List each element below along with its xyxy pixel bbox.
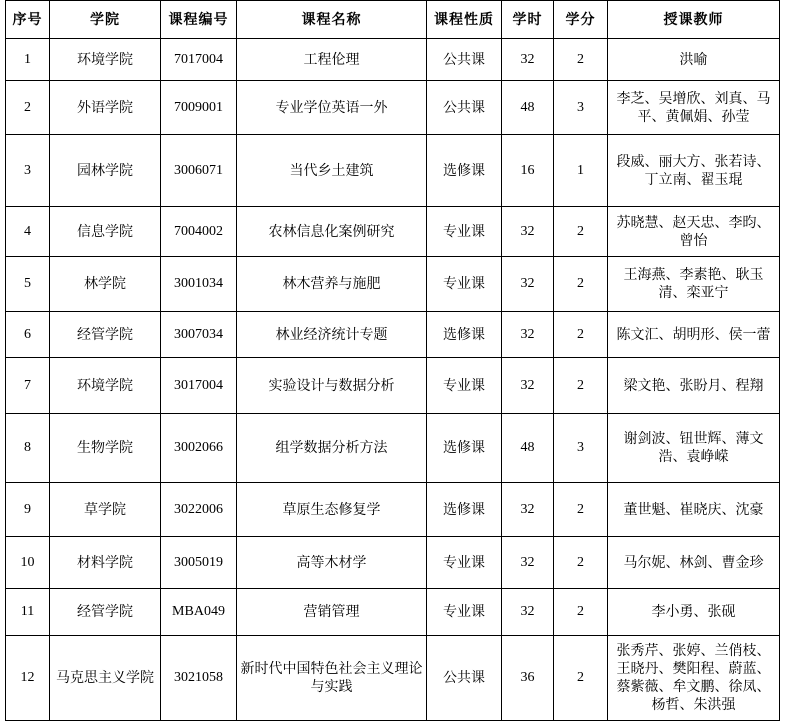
row-course-name: 实验设计与数据分析 [237,358,427,414]
row-credits: 2 [554,589,608,636]
row-course-name: 工程伦理 [237,39,427,81]
row-course-name: 组学数据分析方法 [237,414,427,483]
row-teachers: 张秀芹、张婷、兰俏枝、王晓丹、樊阳程、蔚蓝、蔡紫薇、牟文鹏、徐凤、杨哲、朱洪强 [608,636,780,721]
row-course-code: 7017004 [161,39,237,81]
row-college: 园林学院 [50,135,161,207]
row-course-name: 农林信息化案例研究 [237,207,427,257]
row-course-type: 选修课 [427,312,502,358]
row-college: 环境学院 [50,358,161,414]
row-hours: 32 [502,589,554,636]
header-college: 学院 [50,1,161,39]
row-course-name: 专业学位英语一外 [237,81,427,135]
table-row [6,483,780,537]
row-credits: 3 [554,414,608,483]
row-index: 2 [6,81,50,135]
row-college: 外语学院 [50,81,161,135]
row-teachers: 梁文艳、张盼月、程翔 [608,358,780,414]
row-teachers: 苏晓慧、赵天忠、李昀、曾怡 [608,207,780,257]
row-course-name: 草原生态修复学 [237,483,427,537]
row-course-code: MBA049 [161,589,237,636]
course-table [5,0,780,721]
row-index: 4 [6,207,50,257]
row-credits: 2 [554,257,608,312]
row-credits: 2 [554,312,608,358]
row-credits: 2 [554,537,608,589]
row-course-code: 3021058 [161,636,237,721]
row-teachers: 董世魁、崔晓庆、沈豪 [608,483,780,537]
row-hours: 32 [502,358,554,414]
row-teachers: 马尔妮、林剑、曹金珍 [608,537,780,589]
row-course-name: 营销管理 [237,589,427,636]
row-credits: 2 [554,207,608,257]
header-course-type: 课程性质 [427,1,502,39]
row-course-type: 选修课 [427,135,502,207]
table-row [6,589,780,636]
table-row [6,81,780,135]
row-course-code: 7004002 [161,207,237,257]
row-hours: 48 [502,81,554,135]
row-course-type: 公共课 [427,39,502,81]
row-teachers: 王海燕、李素艳、耿玉清、栾亚宁 [608,257,780,312]
row-college: 经管学院 [50,312,161,358]
row-index: 11 [6,589,50,636]
row-hours: 32 [502,257,554,312]
row-course-code: 3001034 [161,257,237,312]
row-course-type: 选修课 [427,414,502,483]
header-hours: 学时 [502,1,554,39]
row-credits: 3 [554,81,608,135]
row-credits: 2 [554,39,608,81]
header-row [6,1,780,39]
row-index: 6 [6,312,50,358]
row-teachers: 洪喻 [608,39,780,81]
row-index: 10 [6,537,50,589]
row-college: 林学院 [50,257,161,312]
header-teachers: 授课教师 [608,1,780,39]
row-teachers: 李芝、吴增欣、刘真、马平、黄佩娟、孙莹 [608,81,780,135]
row-course-code: 3002066 [161,414,237,483]
row-course-code: 7009001 [161,81,237,135]
row-college: 经管学院 [50,589,161,636]
row-course-code: 3007034 [161,312,237,358]
row-index: 9 [6,483,50,537]
table-row [6,537,780,589]
row-course-type: 公共课 [427,81,502,135]
row-index: 1 [6,39,50,81]
row-credits: 2 [554,483,608,537]
row-credits: 1 [554,135,608,207]
table-row [6,358,780,414]
row-hours: 32 [502,39,554,81]
row-hours: 32 [502,312,554,358]
row-college: 马克思主义学院 [50,636,161,721]
row-hours: 36 [502,636,554,721]
row-college: 材料学院 [50,537,161,589]
header-course-code: 课程编号 [161,1,237,39]
table-row [6,207,780,257]
table-row [6,414,780,483]
row-college: 草学院 [50,483,161,537]
row-college: 信息学院 [50,207,161,257]
row-course-type: 专业课 [427,257,502,312]
row-teachers: 李小勇、张砚 [608,589,780,636]
table-row [6,135,780,207]
header-credits: 学分 [554,1,608,39]
row-index: 7 [6,358,50,414]
row-course-code: 3017004 [161,358,237,414]
row-hours: 16 [502,135,554,207]
row-course-name: 林业经济统计专题 [237,312,427,358]
table-row [6,39,780,81]
row-course-type: 专业课 [427,207,502,257]
row-course-name: 林木营养与施肥 [237,257,427,312]
row-course-code: 3022006 [161,483,237,537]
row-course-type: 专业课 [427,537,502,589]
row-hours: 32 [502,537,554,589]
row-course-type: 选修课 [427,483,502,537]
row-credits: 2 [554,358,608,414]
row-course-code: 3005019 [161,537,237,589]
table-row [6,257,780,312]
row-hours: 32 [502,483,554,537]
row-hours: 32 [502,207,554,257]
table-row [6,636,780,721]
row-index: 3 [6,135,50,207]
row-teachers: 陈文汇、胡明形、侯一蕾 [608,312,780,358]
row-teachers: 谢剑波、钮世辉、薄文浩、袁峥嵘 [608,414,780,483]
row-course-name: 新时代中国特色社会主义理论与实践 [237,636,427,721]
header-index: 序号 [6,1,50,39]
row-course-name: 当代乡土建筑 [237,135,427,207]
row-hours: 48 [502,414,554,483]
row-course-type: 专业课 [427,589,502,636]
row-credits: 2 [554,636,608,721]
header-course-name: 课程名称 [237,1,427,39]
row-index: 12 [6,636,50,721]
row-teachers: 段威、丽大方、张若诗、丁立南、翟玉琨 [608,135,780,207]
row-course-code: 3006071 [161,135,237,207]
row-course-name: 高等木材学 [237,537,427,589]
row-course-type: 专业课 [427,358,502,414]
row-index: 8 [6,414,50,483]
table-row [6,312,780,358]
row-college: 环境学院 [50,39,161,81]
row-index: 5 [6,257,50,312]
row-course-type: 公共课 [427,636,502,721]
row-college: 生物学院 [50,414,161,483]
